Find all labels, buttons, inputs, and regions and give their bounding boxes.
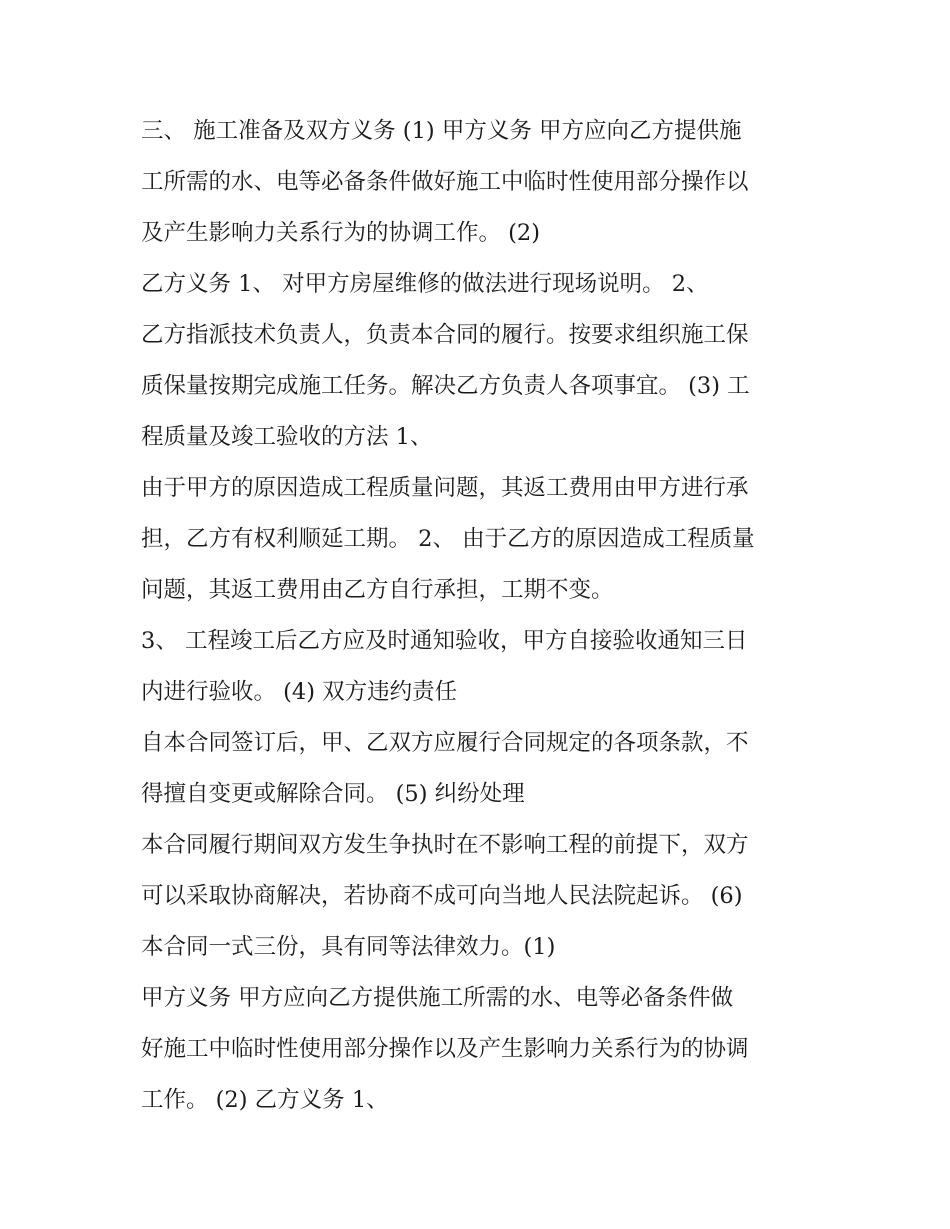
text-line: 问题，其返工费用由乙方自行承担，工期不变。 [141, 577, 614, 603]
text-line: 3、 工程竣工后乙方应及时通知验收，甲方自接验收通知三日 [141, 628, 748, 654]
text-line: 本合同一式三份，具有同等法律效力。(1) [141, 934, 556, 960]
text-line: 可以采取协商解决，若协商不成可向当地人民法院起诉。 (6) [141, 883, 743, 909]
text-line: 乙方义务 1、 对甲方房屋维修的做法进行现场说明。 2、 [141, 271, 709, 297]
text-line: 工所需的水、电等必备条件做好施工中临时性使用部分操作以 [141, 169, 749, 195]
text-line: 好施工中临时性使用部分操作以及产生影响力关系行为的协调 [141, 1036, 749, 1062]
text-line: 甲方义务 甲方应向乙方提供施工所需的水、电等必备条件做 [141, 985, 734, 1011]
text-line: 得擅自变更或解除合同。 (5) 纠纷处理 [141, 781, 525, 807]
text-line: 自本合同签订后，甲、乙双方应履行合同规定的各项条款，不 [141, 730, 749, 756]
text-line: 质保量按期完成施工任务。解决乙方负责人各项事宜。 (3) 工 [141, 373, 750, 399]
text-line: 程质量及竣工验收的方法 1、 [141, 424, 433, 450]
text-line: 及产生影响力关系行为的协调工作。 (2) [141, 220, 541, 246]
text-line: 由于甲方的原因造成工程质量问题，其返工费用由甲方进行承 [141, 475, 749, 501]
text-line: 内进行验收。 (4) 双方违约责任 [141, 679, 458, 705]
text-line: 乙方指派技术负责人，负责本合同的履行。按要求组织施工保 [141, 322, 749, 348]
text-line: 担，乙方有权利顺延工期。 2、 由于乙方的原因造成工程质量 [141, 526, 755, 552]
text-line: 工作。 (2) 乙方义务 1、 [141, 1087, 389, 1113]
text-line: 本合同履行期间双方发生争执时在不影响工程的前提下，双方 [141, 832, 749, 858]
text-line: 三、 施工准备及双方义务 (1) 甲方义务 甲方应向乙方提供施 [141, 118, 742, 144]
contract-text [141, 106, 821, 1126]
